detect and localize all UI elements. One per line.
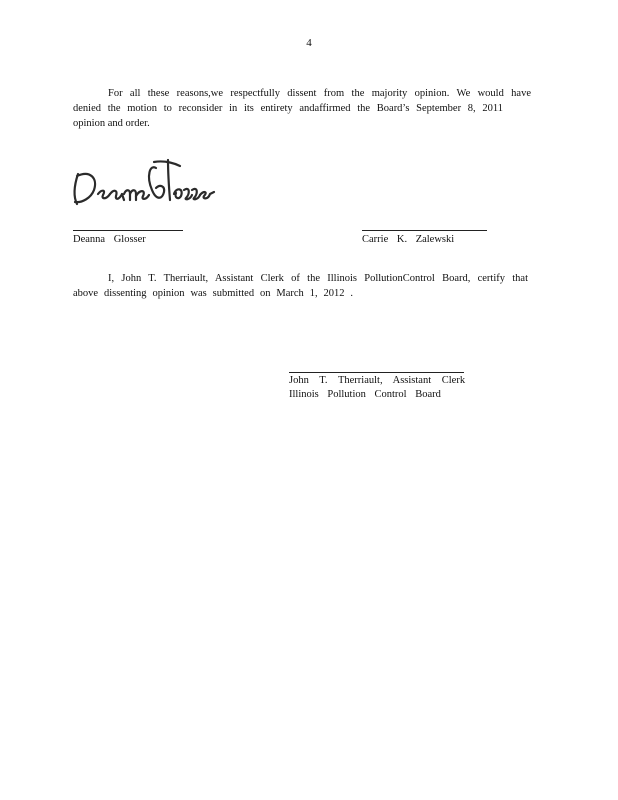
certification-line-2: above dissenting opinion was submitted on March 1, 2012 . xyxy=(73,288,353,299)
certification-paragraph xyxy=(73,271,528,301)
left-signature-line xyxy=(73,230,183,231)
right-signer-name: Carrie K. Zalewski xyxy=(362,234,455,245)
right-signature-line xyxy=(362,230,487,231)
certification-line-1: I, John T. Therriault, Assistant Clerk of the Illinois PollutionControl Board, certify that xyxy=(108,273,528,284)
dissent-line-2: denied the motion to reconsider in its entirety andaffirmed the Board’s September 8, 2011 xyxy=(73,103,503,114)
page-number: 4 xyxy=(306,37,312,49)
deanna-glosser-signature xyxy=(68,156,218,212)
dissent-line-3: opinion and order. xyxy=(73,118,150,129)
clerk-name-title: John T. Therriault, Assistant Clerk xyxy=(289,375,466,386)
left-signer-name: Deanna Glosser xyxy=(73,234,146,245)
clerk-organization: Illinois Pollution Control Board xyxy=(289,389,441,400)
dissent-line-1: For all these reasons,we respectfully dissent from the majority opinion. We would have xyxy=(108,88,531,99)
dissent-paragraph xyxy=(73,86,531,131)
